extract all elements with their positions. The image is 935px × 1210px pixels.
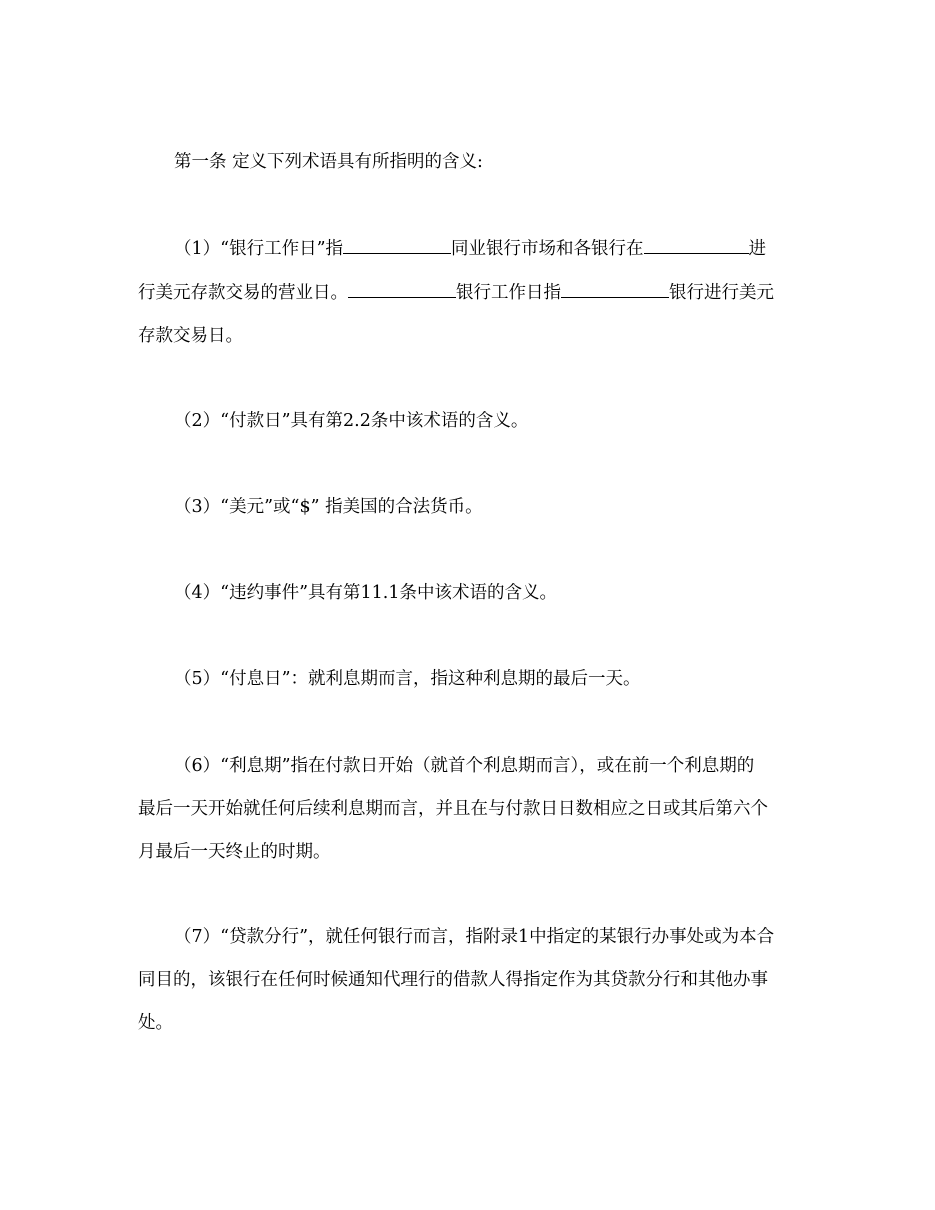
definition-1-line-1 <box>174 238 800 260</box>
fill-in-blank <box>644 238 749 254</box>
definition-1-text-d: 行美元存款交易的营业日。 <box>138 283 348 303</box>
fill-in-blank <box>343 238 451 254</box>
definition-7-line-2: 同目的，该银行在任何时候通知代理行的借款人得指定作为其贷款分行和其他办事 <box>138 970 768 990</box>
fill-in-blank <box>561 282 669 298</box>
definition-6-line-3: 月最后一天终止的时期。 <box>138 842 331 862</box>
definition-7-line-3: 处。 <box>138 1013 173 1033</box>
definition-1-line-2 <box>138 282 800 304</box>
definition-7-line-1: （7）“贷款分行”，就任何银行而言，指附录1中指定的某银行办事处或为本合 <box>174 927 775 947</box>
definition-1-text-e: 银行工作日指 <box>456 283 561 303</box>
definition-1-text-c: 进 <box>748 239 767 259</box>
definition-5: （5）“付息日”：就利息期而言，指这种利息期的最后一天。 <box>174 669 641 689</box>
definition-1-text-b: 同业银行市场和各银行在 <box>451 239 644 259</box>
definition-2: （2）“付款日”具有第2.2条中该术语的含义。 <box>174 411 529 431</box>
definition-1-text-f: 银行进行美元 <box>669 283 774 303</box>
definition-6-line-2: 最后一天开始就任何后续利息期而言，并且在与付款日日数相应之日或其后第六个 <box>138 799 768 819</box>
fill-in-blank <box>348 282 456 298</box>
definition-1-text-a: （1）“银行工作日”指 <box>174 239 344 259</box>
article-heading: 第一条 定义下列术语具有所指明的含义: <box>174 152 483 172</box>
definition-3: （3）“美元”或“$” 指美国的合法货币。 <box>174 497 483 517</box>
definition-4: （4）“违约事件”具有第11.1条中该术语的含义。 <box>174 583 557 603</box>
definition-1-line-3: 存款交易日。 <box>138 326 243 346</box>
definition-6-line-1: （6）“利息期”指在付款日开始（就首个利息期而言），或在前一个利息期的 <box>174 756 755 776</box>
